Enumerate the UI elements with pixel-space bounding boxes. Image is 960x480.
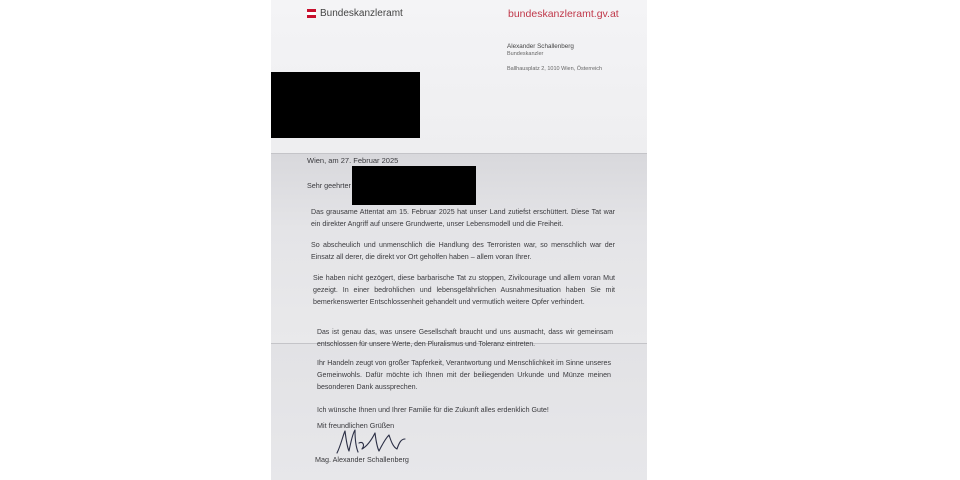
paragraph-5: Ihr Handeln zeugt von großer Tapferkeit, Verantwortung und Menschlichkeit im Sinne unseres Gemeinwohls. Dafür möchte ich Ihnen mit der beiliegenden Urkunde und Münze meinen besonderen Dank aussprechen. (317, 359, 611, 392)
sender-address: Ballhausplatz 2, 1010 Wien, Österreich (507, 66, 603, 72)
paragraph-6: Ich wünsche Ihnen und Ihrer Familie für die Zukunft alles erdenklich Gute! (317, 406, 549, 414)
organisation-name: Bundeskanzleramt (320, 8, 403, 19)
salutation: Sehr geehrter (307, 181, 351, 190)
redaction-recipient-address (271, 72, 420, 138)
signatory-name: Mag. Alexander Schallenberg (315, 455, 409, 464)
handwritten-signature (335, 427, 415, 455)
closing: Mit freundlichen Grüßen (317, 421, 395, 430)
paragraph-1: Das grausame Attentat am 15. Februar 2025 hat unser Land zutiefst erschüttert. Diese Tat war ein direkter Angriff auf unsere Grundwerte, unser Lebensmodell und die Freiheit. (311, 208, 615, 229)
letter-date: Wien, am 27. Februar 2025 (307, 156, 399, 165)
website-link[interactable]: bundeskanzleramt.gv.at (508, 8, 619, 20)
austrian-flag-icon (307, 9, 316, 18)
flag-stripe-bottom (307, 15, 316, 18)
redaction-recipient-name (352, 166, 476, 205)
paragraph-2: So abscheulich und unmenschlich die Handlung des Terroristen war, so menschlich war der Einsatz all derer, die direkt vor Ort geholfen haben – allem voran Ihrer. (311, 241, 615, 262)
sender-name: Alexander Schallenberg (507, 43, 574, 50)
paragraph-3: Sie haben nicht gezögert, diese barbarische Tat zu stoppen, Zivilcourage und allem voran Mut gezeigt. In einer bedrohlichen und lebensgefährlichen Ausnahmesituation haben Sie mit bemerkenswerter Entschlossenheit gehandelt und vermutlich weitere Opfer verhindert. (313, 274, 615, 307)
fold-crease-upper (271, 153, 647, 154)
paragraph-4: Das ist genau das, was unsere Gesellschaft braucht und uns ausmacht, dass wir gemeinsam entschlossen für unsere Werte, den Pluralismus und Toleranz eintreten. (317, 329, 613, 349)
sender-role: Bundeskanzler (507, 51, 544, 57)
